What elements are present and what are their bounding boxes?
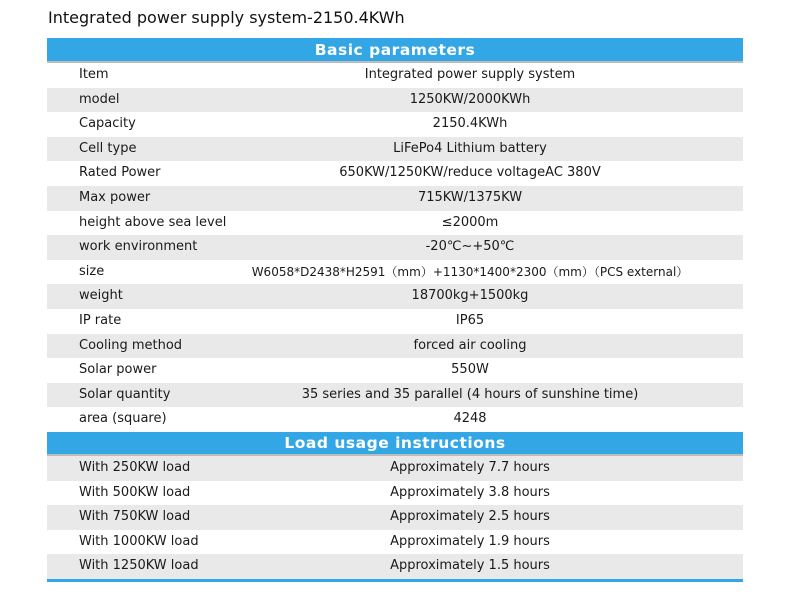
spec-label: Solar power [79, 362, 157, 378]
spec-value: ≤2000m [441, 214, 499, 230]
spec-value: forced air cooling [413, 337, 527, 353]
spec-label: Max power [79, 189, 151, 205]
load-row-500kw [47, 481, 743, 506]
spec-sheet [47, 38, 743, 582]
load-value: Approximately 1.9 hours [390, 533, 550, 549]
spec-label: IP rate [79, 312, 122, 328]
spec-label: area (square) [79, 411, 167, 427]
spec-value: 1250KW/2000KWh [409, 91, 531, 107]
spec-value: IP65 [455, 312, 485, 328]
load-value: Approximately 2.5 hours [390, 509, 550, 525]
page-title: Integrated power supply system-2150.4KWh [48, 8, 405, 27]
load-label: With 250KW load [79, 459, 191, 475]
spec-value: -20℃~+50℃ [425, 239, 515, 255]
spec-label: Capacity [79, 116, 136, 132]
load-value: Approximately 3.8 hours [390, 484, 550, 500]
spec-row-work-environment [47, 235, 743, 260]
spec-row-cell-type [47, 137, 743, 162]
load-row-1250kw [47, 554, 743, 579]
spec-value: 650KW/1250KW/reduce voltageAC 380V [339, 165, 601, 181]
load-usage-header: Load usage instructions [47, 432, 743, 456]
spec-value: 35 series and 35 parallel (4 hours of sunshine time) [301, 386, 639, 402]
load-label: With 1000KW load [79, 533, 199, 549]
spec-row-max-power [47, 186, 743, 211]
spec-label: height above sea level [79, 214, 227, 230]
spec-label: model [79, 91, 120, 107]
spec-row-cooling-method [47, 334, 743, 359]
spec-value: 2150.4KWh [432, 116, 508, 132]
spec-row-size [47, 260, 743, 285]
spec-label: size [79, 263, 105, 279]
load-row-750kw [47, 505, 743, 530]
spec-row-rated-power [47, 161, 743, 186]
load-row-250kw [47, 456, 743, 481]
load-value: Approximately 1.5 hours [390, 558, 550, 574]
load-value: Approximately 7.7 hours [390, 459, 550, 475]
spec-label: weight [79, 288, 123, 304]
spec-label: Rated Power [79, 165, 161, 181]
spec-value: LiFePo4 Lithium battery [393, 140, 547, 156]
spec-row-solar-quantity [47, 383, 743, 408]
spec-row-model [47, 88, 743, 113]
spec-value: Integrated power supply system [364, 67, 576, 82]
basic-parameters-header: Basic parameters [47, 38, 743, 63]
spec-value: 18700kg+1500kg [411, 288, 529, 304]
spec-label: Cell type [79, 140, 137, 156]
spec-row-altitude [47, 211, 743, 236]
spec-row-capacity [47, 112, 743, 137]
spec-row-item [47, 63, 743, 88]
spec-value: 715KW/1375KW [417, 189, 523, 205]
spec-label: Cooling method [79, 337, 183, 353]
load-label: With 750KW load [79, 509, 191, 525]
load-label: With 500KW load [79, 484, 191, 500]
spec-value: 550W [451, 362, 489, 378]
load-label: With 1250KW load [79, 558, 199, 574]
spec-value: 4248 [453, 411, 487, 427]
spec-label: Solar quantity [79, 386, 171, 402]
spec-value: W6058*D2438*H2591（mm）+1130*1400*2300（mm）（PCS external） [251, 264, 689, 279]
spec-label: Item [79, 67, 109, 82]
spec-row-ip-rate [47, 309, 743, 334]
spec-label: work environment [79, 239, 198, 255]
spec-row-area [47, 407, 743, 432]
table-bottom-border [47, 579, 743, 582]
spec-row-solar-power [47, 358, 743, 383]
load-row-1000kw [47, 530, 743, 555]
spec-row-weight [47, 284, 743, 309]
